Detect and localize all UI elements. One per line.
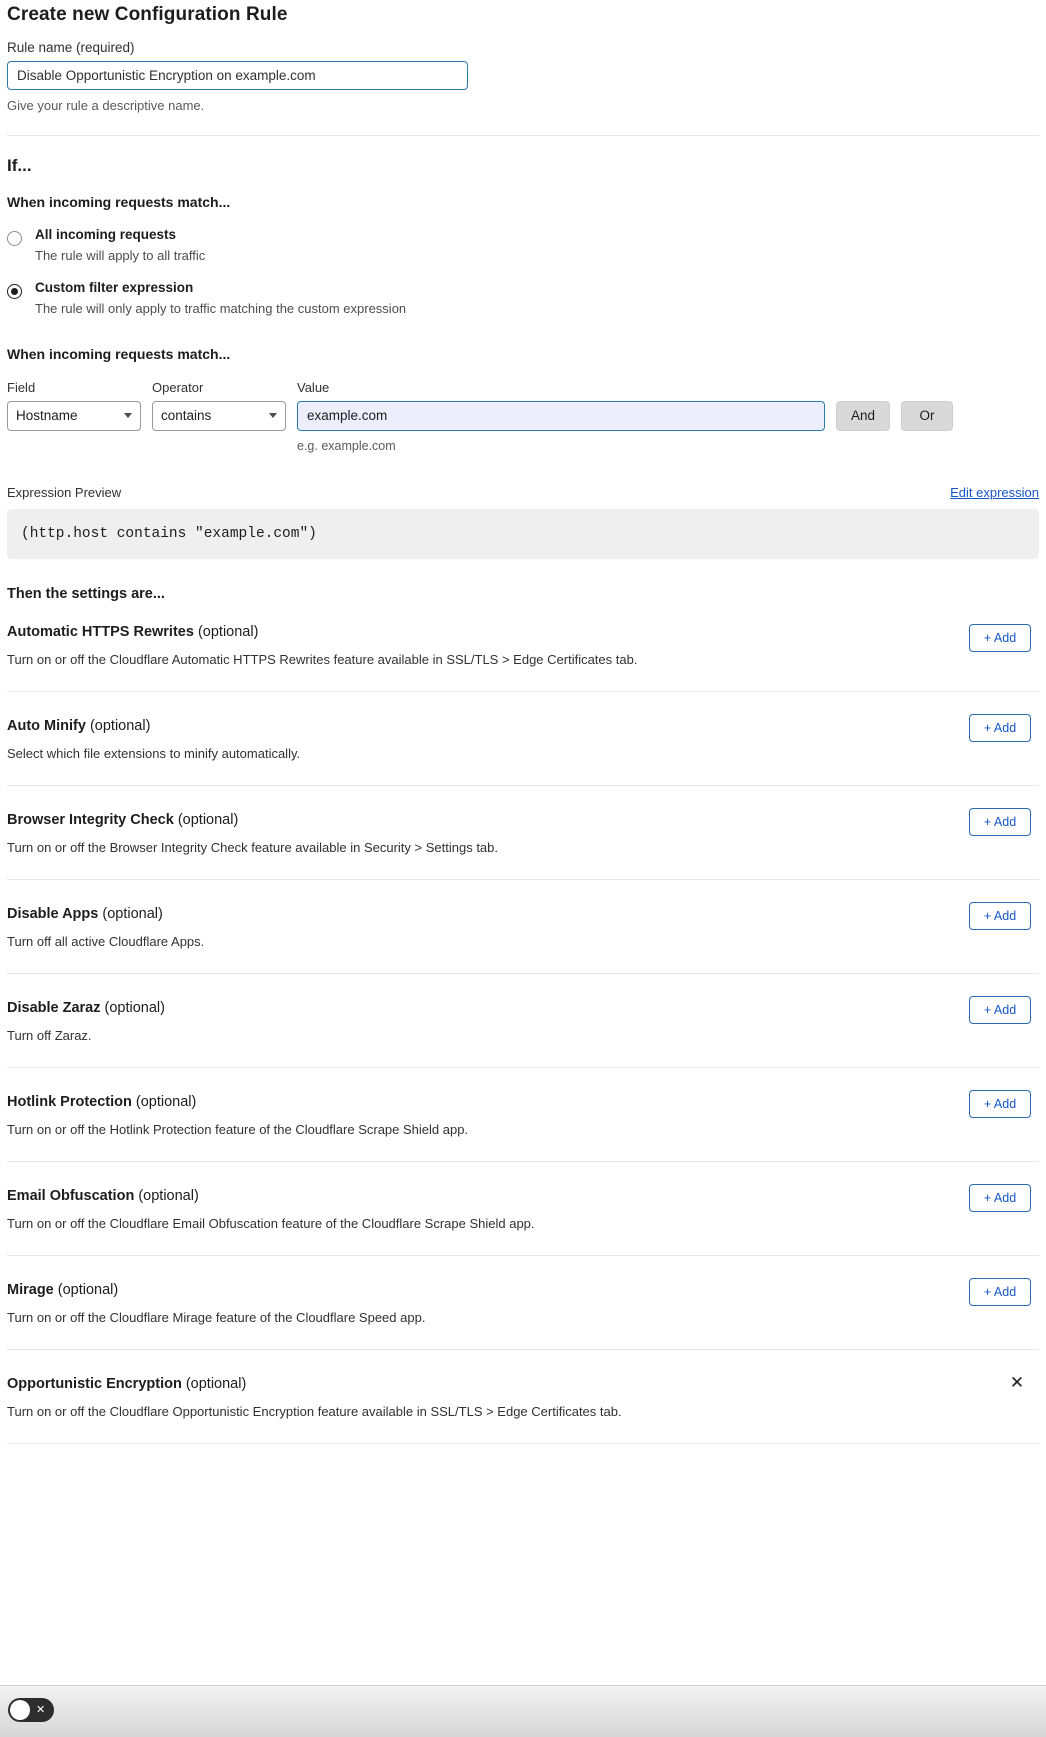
setting-name: Disable Zaraz — [7, 999, 101, 1016]
setting-optional-tag: (optional) — [102, 905, 163, 922]
setting-description: Turn on or off the Cloudflare Email Obfuscation feature of the Cloudflare Scrape Shield app. — [7, 1215, 535, 1231]
add-setting-button[interactable]: + Add — [969, 624, 1031, 652]
setting-row — [7, 880, 1039, 974]
setting-row — [7, 1256, 1039, 1350]
setting-description: Turn off Zaraz. — [7, 1027, 92, 1043]
field-select[interactable] — [7, 401, 141, 431]
rule-name-help: Give your rule a descriptive name. — [7, 98, 205, 113]
setting-description: Turn on or off the Browser Integrity Check feature available in Security > Settings tab. — [7, 839, 499, 855]
radio-label-custom-filter: Custom filter expression — [35, 279, 194, 295]
expression-preview-label: Expression Preview — [7, 484, 122, 500]
opportunistic-encryption-toggle[interactable] — [8, 1698, 54, 1722]
setting-title — [7, 812, 1039, 828]
add-setting-button[interactable]: + Add — [969, 714, 1031, 742]
add-setting-button[interactable]: + Add — [969, 902, 1031, 930]
setting-optional-tag: (optional) — [185, 1375, 247, 1392]
add-setting-button[interactable]: + Add — [969, 996, 1031, 1024]
setting-description: Turn off all active Cloudflare Apps. — [7, 933, 205, 949]
or-button[interactable]: Or — [901, 401, 953, 431]
setting-title — [7, 718, 1039, 734]
value-column — [297, 380, 825, 453]
setting-row — [7, 786, 1039, 880]
setting-optional-tag: (optional) — [177, 811, 239, 828]
setting-optional-tag: (optional) — [57, 1281, 119, 1298]
setting-name: Browser Integrity Check — [7, 811, 174, 828]
setting-title — [7, 1372, 1039, 1392]
add-setting-button[interactable]: + Add — [969, 1278, 1031, 1306]
setting-title — [7, 624, 1039, 640]
radio-desc-all-requests: The rule will apply to all traffic — [35, 247, 206, 263]
logic-buttons — [836, 380, 953, 431]
if-section-heading: If... — [7, 156, 32, 175]
value-help: e.g. example.com — [297, 438, 396, 453]
match-heading: When incoming requests match... — [7, 194, 231, 210]
bottom-toggle-bar — [0, 1685, 1046, 1737]
setting-optional-tag: (optional) — [135, 1093, 197, 1110]
setting-name: Opportunistic Encryption — [7, 1375, 182, 1392]
field-column — [7, 380, 141, 431]
setting-row — [7, 692, 1039, 786]
add-setting-button[interactable]: + Add — [969, 1184, 1031, 1212]
setting-title — [7, 1188, 1039, 1204]
setting-row — [7, 1068, 1039, 1162]
setting-name: Hotlink Protection — [7, 1093, 132, 1110]
toggle-knob — [10, 1700, 30, 1720]
radio-icon-all-requests[interactable] — [7, 231, 22, 246]
radio-label-all-requests: All incoming requests — [35, 227, 177, 242]
close-icon: ✕ — [36, 1703, 46, 1716]
setting-name: Automatic HTTPS Rewrites — [7, 623, 194, 640]
then-section-heading: Then the settings are... — [7, 585, 165, 602]
page-title: Create new Configuration Rule — [7, 4, 288, 25]
expression-preview-header — [7, 485, 1039, 500]
close-icon[interactable]: ✕ — [1009, 1372, 1025, 1392]
rule-name-group — [7, 40, 1039, 113]
field-label: Field — [7, 379, 36, 395]
setting-description: Turn on or off the Cloudflare Automatic HTTPS Rewrites feature available in SSL/TLS > Edge Certificates tab. — [7, 651, 638, 667]
setting-name: Auto Minify — [7, 717, 86, 734]
builder-heading: When incoming requests match... — [7, 345, 231, 362]
radio-option-all-requests[interactable] — [7, 228, 1039, 263]
setting-row — [7, 1162, 1039, 1256]
setting-row — [7, 974, 1039, 1068]
rule-name-input[interactable] — [7, 61, 468, 90]
setting-optional-tag: (optional) — [197, 623, 259, 640]
setting-description: Turn on or off the Cloudflare Mirage feature of the Cloudflare Speed app. — [7, 1309, 426, 1325]
setting-name: Email Obfuscation — [7, 1187, 135, 1204]
setting-title — [7, 1282, 1039, 1298]
setting-name: Mirage — [7, 1281, 54, 1298]
operator-select[interactable] — [152, 401, 286, 431]
rule-name-label: Rule name (required) — [7, 40, 135, 55]
edit-expression-link[interactable]: Edit expression — [950, 484, 1039, 500]
setting-row — [7, 602, 1039, 692]
radio-icon-custom-filter[interactable] — [7, 284, 22, 299]
setting-optional-tag: (optional) — [138, 1187, 199, 1204]
setting-row — [7, 1350, 1039, 1444]
operator-column — [152, 380, 286, 431]
setting-description: Select which file extensions to minify automatically. — [7, 745, 301, 761]
add-setting-button[interactable]: + Add — [969, 1090, 1031, 1118]
setting-name: Disable Apps — [7, 905, 99, 922]
expression-preview-box: (http.host contains "example.com") — [7, 509, 1039, 559]
setting-title — [7, 1000, 1039, 1016]
setting-title — [7, 906, 1039, 922]
setting-optional-tag: (optional) — [89, 717, 151, 734]
and-button[interactable]: And — [836, 401, 890, 431]
divider — [7, 135, 1039, 136]
setting-title — [7, 1094, 1039, 1110]
setting-optional-tag: (optional) — [104, 999, 165, 1016]
value-label: Value — [297, 379, 330, 395]
setting-description: Turn on or off the Cloudflare Opportunistic Encryption feature available in SSL/TLS > Edge Certificates tab. — [7, 1403, 622, 1419]
setting-description: Turn on or off the Hotlink Protection feature of the Cloudflare Scrape Shield app. — [7, 1121, 469, 1137]
settings-list — [7, 602, 1039, 1444]
add-setting-button[interactable]: + Add — [969, 808, 1031, 836]
value-input[interactable] — [297, 401, 825, 431]
operator-label: Operator — [152, 379, 204, 395]
radio-option-custom-filter[interactable] — [7, 281, 1039, 316]
radio-desc-custom-filter: The rule will only apply to traffic matching the custom expression — [35, 300, 407, 316]
expression-builder-row — [7, 380, 1039, 453]
